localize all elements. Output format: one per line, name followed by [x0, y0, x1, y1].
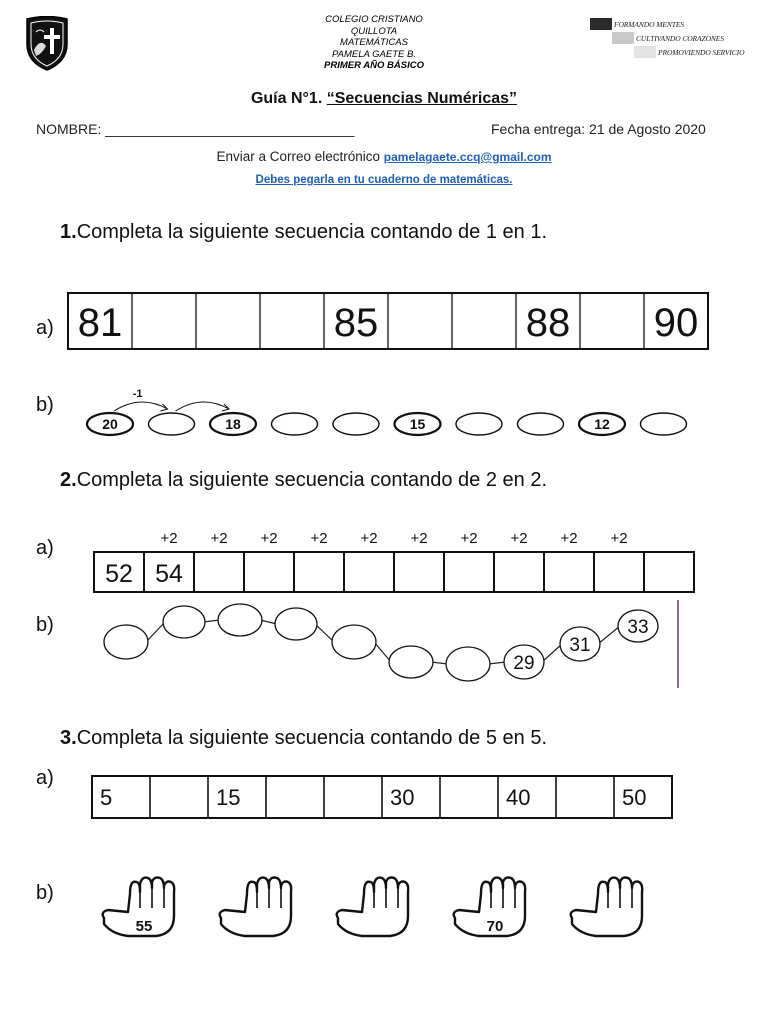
school-header — [244, 14, 504, 72]
section-3-a-sequence — [88, 772, 678, 822]
motto-line-3: PROMOVIENDO SERVICIO — [658, 47, 745, 57]
arrow-arc — [176, 402, 230, 411]
sequence-cell-3[interactable] — [197, 294, 259, 348]
cell-number: 50 — [622, 785, 647, 810]
sequence-box-12[interactable] — [644, 552, 694, 592]
box-number: 54 — [155, 560, 183, 588]
grade-level: PRIMER AÑO BÁSICO — [324, 60, 424, 71]
motto-line-2: CULTIVANDO CORAZONES — [636, 33, 724, 43]
section-2-a-sequence — [90, 526, 700, 598]
plus-two-label: +2 — [360, 530, 378, 547]
chain-link — [146, 622, 165, 642]
plus-two-label: +2 — [510, 530, 528, 547]
chain-circle-7[interactable] — [446, 647, 490, 681]
plus-two-label: +2 — [260, 530, 278, 547]
school-motto — [590, 18, 746, 60]
plus-two-label: +2 — [160, 530, 178, 547]
sequence-cell-9[interactable] — [581, 294, 643, 348]
sequence-cell-5[interactable] — [325, 777, 381, 817]
hand-number: 55 — [135, 918, 153, 935]
sequence-cell-7[interactable] — [441, 777, 497, 817]
section-1-text: Completa la siguiente secuencia contando de 1 en 1. — [76, 221, 548, 243]
cell-number: 15 — [216, 785, 241, 810]
section-3-b-sequence — [86, 868, 676, 944]
sequence-oval-10[interactable] — [641, 413, 687, 435]
plus-two-label: +2 — [210, 530, 228, 547]
sequence-cell-2[interactable] — [133, 294, 195, 348]
guide-title-prefix: Guía N°1. — [250, 90, 323, 107]
section-1-title — [60, 221, 547, 244]
section-2-b-label: b) — [36, 614, 54, 636]
subject: MATEMÁTICAS — [340, 37, 408, 48]
section-3-b-label: b) — [36, 882, 54, 904]
sequence-box-3[interactable] — [194, 552, 244, 592]
chain-link — [598, 626, 620, 644]
chain-link — [374, 642, 391, 662]
motto-line-1: FORMANDO MENTES — [614, 19, 684, 29]
sequence-box-5[interactable] — [294, 552, 344, 592]
cell-number: 85 — [333, 301, 379, 345]
sequence-box-9[interactable] — [494, 552, 544, 592]
send-text: Enviar a Correo electrónico — [216, 149, 381, 164]
circle-number: 31 — [569, 635, 591, 656]
circle-number: 29 — [513, 653, 535, 674]
sequence-box-10[interactable] — [544, 552, 594, 592]
cell-number: 88 — [525, 301, 571, 345]
section-2-number: 2. — [60, 469, 77, 491]
chain-link — [488, 662, 506, 664]
guide-title-topic: “Secuencias Numéricas” — [326, 90, 518, 107]
chain-circle-6[interactable] — [389, 646, 433, 678]
sequence-box-4[interactable] — [244, 552, 294, 592]
section-3-text: Completa la siguiente secuencia contando de 5 en 5. — [76, 727, 548, 749]
section-2-b-sequence — [96, 596, 696, 692]
section-1-number: 1. — [60, 221, 77, 243]
sequence-box-7[interactable] — [394, 552, 444, 592]
plus-two-label: +2 — [310, 530, 328, 547]
hand-icon — [103, 878, 175, 937]
cell-number: 90 — [653, 301, 699, 345]
chain-circle-1[interactable] — [104, 625, 148, 659]
section-3-title — [60, 727, 547, 750]
arrow-label: -1 — [132, 388, 143, 400]
oval-number: 15 — [409, 416, 426, 432]
due-date: Fecha entrega: 21 de Agosto 2020 — [491, 121, 706, 137]
sequence-cell-7[interactable] — [453, 294, 515, 348]
plus-two-label: +2 — [410, 530, 428, 547]
plus-two-label: +2 — [460, 530, 478, 547]
plus-two-label: +2 — [610, 530, 628, 547]
sequence-box-6[interactable] — [344, 552, 394, 592]
sequence-cell-4[interactable] — [267, 777, 323, 817]
sequence-cell-4[interactable] — [261, 294, 323, 348]
sequence-cell-9[interactable] — [557, 777, 613, 817]
sequence-box-8[interactable] — [444, 552, 494, 592]
sequence-cell-2[interactable] — [151, 777, 207, 817]
sequence-oval-5[interactable] — [333, 413, 379, 435]
hand-icon[interactable] — [337, 878, 409, 937]
section-1-b-sequence — [80, 384, 720, 444]
section-3-a-label: a) — [36, 767, 54, 789]
oval-number: 18 — [225, 416, 241, 432]
school-shield-logo — [24, 16, 70, 72]
teacher-email-link[interactable]: pamelagaete.ccq@gmail.com — [383, 150, 552, 164]
sequence-oval-8[interactable] — [518, 413, 564, 435]
hand-icon[interactable] — [571, 878, 643, 937]
sequence-oval-4[interactable] — [272, 413, 318, 435]
sequence-cell-6[interactable] — [389, 294, 451, 348]
name-field[interactable] — [36, 121, 354, 137]
hand-number: 70 — [486, 918, 504, 935]
chain-link — [542, 644, 562, 662]
section-2-a-label: a) — [36, 537, 54, 559]
oval-number: 20 — [102, 416, 118, 432]
cell-number: 81 — [77, 301, 123, 345]
chain-circle-2[interactable] — [163, 606, 205, 638]
school-name: COLEGIO CRISTIANO — [325, 14, 423, 25]
send-instructions — [0, 149, 768, 164]
chain-circle-3[interactable] — [218, 604, 262, 636]
cell-number: 40 — [506, 785, 531, 810]
chain-link — [315, 624, 334, 642]
chain-circle-5[interactable] — [332, 625, 376, 659]
school-city: QUILLOTA — [350, 25, 398, 37]
cell-number: 30 — [390, 785, 415, 810]
paste-instruction: Debes pegarla en tu cuaderno de matemáticas. — [255, 174, 513, 186]
sequence-oval-2[interactable] — [149, 413, 195, 435]
box-number: 52 — [105, 560, 133, 588]
section-1-a-sequence — [64, 289, 714, 355]
hand-icon — [454, 878, 526, 937]
section-2-text: Completa la siguiente secuencia contando de 2 en 2. — [76, 469, 548, 491]
oval-number: 12 — [594, 416, 610, 432]
section-1-a-label: a) — [36, 317, 54, 339]
section-3-number: 3. — [60, 727, 77, 749]
guide-title — [0, 90, 768, 108]
section-2-title — [60, 469, 547, 492]
sequence-oval-7[interactable] — [456, 413, 502, 435]
chain-circle-4[interactable] — [275, 608, 317, 640]
name-line[interactable]: ________________________________ — [105, 121, 355, 137]
arrow-arc — [114, 402, 168, 411]
teacher-name: PAMELA GAETE B. — [332, 48, 416, 60]
circle-number: 33 — [627, 617, 649, 638]
cell-number: 5 — [100, 785, 113, 810]
plus-two-label: +2 — [560, 530, 578, 547]
name-label: NOMBRE: — [36, 121, 102, 137]
section-1-b-label: b) — [36, 394, 54, 416]
hand-icon[interactable] — [220, 878, 292, 937]
sequence-box-11[interactable] — [594, 552, 644, 592]
